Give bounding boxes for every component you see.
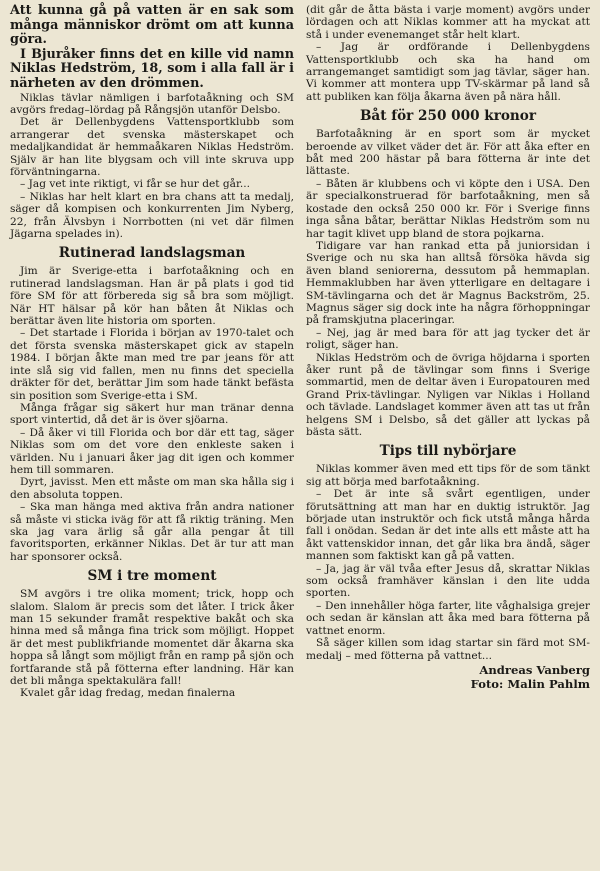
- quote-paragraph: – Jag vet inte riktigt, vi får se hur det går...: [20, 178, 250, 191]
- body-paragraph: Dyrt, javisst. Men ett måste om man ska hålla sig i den absoluta toppen.: [10, 476, 294, 501]
- quote-paragraph: – Jag är ordförande i Dellenbygdens Vattensportklubb och ska ha hand om arrangemanget samtidigt som jag tävlar, säger han. Vi kommer att montera upp TV-skärmar på land så att publiken kan följa åkarna även på nära håll.: [306, 41, 590, 103]
- lead-paragraph: Att kunna gå på vatten är en sak som många människor drömt om att kunna göra.: [10, 3, 294, 48]
- body-paragraph: Det är Dellenbygdens Vattensportklubb som arrangerar det svenska mästerskapet och medaljkandidat är hemmaåkaren Niklas Hedström. Själv är han lite blygsam och vill inte skruva upp förväntningarna.: [10, 116, 294, 178]
- body-paragraph: Barfotaåkning är en sport som är mycket beroende av vilket väder det är. För att åka efter en båt med 200 hästar på bara fötterna är inte det lättaste.: [306, 128, 590, 178]
- byline-photo: Foto: Malin Pahlm: [470, 676, 590, 691]
- column-right: [306, 4, 590, 871]
- body-paragraph: Jim är Sverige-etta i barfotaåkning och en rutinerad landslagsman. Han är på plats i god tid före SM för att förbereda sig så bra som möjligt. När HT hälsar på kör han båten åt Niklas och berättar även lite historia om sporten.: [10, 265, 294, 328]
- quote-paragraph: – Båten är klubbens och vi köpte den i USA. Den är specialkonstruerad för barfotaåkning, men så kostade den också 250 000 kr. För i Sverige finns inga såna båtar, berättar Niklas Hedström som nu har tagit klivet upp bland de stora pojkarna.: [306, 177, 590, 240]
- lead-block: [10, 4, 294, 92]
- section-heading: Rutinerad landslagsman: [58, 245, 246, 262]
- quote-paragraph: – Den innehåller höga farter, lite våghalsiga grejer och sedan är känslan att åka med bara fötterna på vattnet enorm.: [306, 599, 590, 637]
- section-heading: Tips till nybörjare: [379, 443, 517, 460]
- quote-paragraph: – Det är inte så svårt egentligen, under förutsättning att man har en duktig istruktör. Jag började utan instruktör och fick utstå många hårda fall i onödan. Sedan är det inte alls ett måste att ha åkt vattenskidor innan, det går lika bra ändå, säger mannen som faktiskt kan gå på vatten.: [306, 488, 590, 563]
- body-paragraph: (dit går de åtta bästa i varje moment) avgörs under lördagen och att Niklas kommer att ha myckat att stå i under evenemanget står helt klart.: [306, 4, 590, 41]
- column-left: [10, 4, 294, 871]
- body-paragraph: Kvalet går idag fredag, medan finalerna: [20, 687, 236, 700]
- section-heading: SM i tre moment: [87, 568, 217, 585]
- body-paragraph: Många frågar sig säkert hur man tränar denna sport vintertid, då det är is över sjöarna.: [10, 401, 294, 427]
- body-paragraph: SM avgörs i tre olika moment; trick, hopp och slalom. Slalom är precis som det låter. I trick åker man 15 sekunder framåt respektive bakåt och ska hinna med så många fina trick som möjligt. Hoppet är det mest publikfriande momentet där åkarna ska hoppa så långt som möjligt från en ramp på sjön och fortfarande stå på fötterna efter landning. Här kan det bli många spektakulära fall!: [10, 588, 294, 688]
- quote-paragraph: – Ja, jag är väl tvåa efter Jesus då, skrattar Niklas som också framhäver känslan i den lite udda sporten.: [306, 562, 590, 600]
- body-paragraph: Niklas kommer även med ett tips för de som tänkt sig att börja med barfotaåkning.: [306, 463, 590, 488]
- byline: [306, 663, 590, 691]
- body-paragraph: Så säger killen som idag startar sin färd mot SM-medalj – med fötterna på vattnet...: [306, 637, 590, 662]
- lead-paragraph: I Bjuråker finns det en kille vid namn Niklas Hedström, 18, som i alla fall är i närheten av den drömmen.: [10, 46, 294, 91]
- body-paragraph: Niklas Hedström och de övriga höjdarna i sporten åker runt på de tävlingar som finns i Sverige sommartid, men de deltar även i Europatouren med Grand Prix-tävlingar. Nyligen var Niklas i Holland och tävlade. Landslaget kommer även att tas ut från helgens SM i Delsbo, så det gäller att lyckas på bästa sätt.: [306, 351, 590, 438]
- quote-paragraph: – Ska man hänga med aktiva från andra nationer så måste vi sticka iväg för att få riktig träning. Men ska jag vara ärlig så går alla pengar åt till favoritsporten, erkänner Niklas. Det är tur att man har sponsorer också.: [10, 501, 294, 563]
- byline-author: Andreas Vanberg: [479, 662, 590, 677]
- quote-paragraph: – Då åker vi till Florida och bor där ett tag, säger Niklas som om det vore den enkleste saken i världen. Nu i januari åker jag dit igen och kommer hem till sommaren.: [10, 426, 294, 476]
- quote-paragraph: – Det startade i Florida i början av 1970-talet och det första svenska mästerskapet gick av stapeln 1984. I början åkte man med tre par jeans för att inte slå sig vid fallen, men nu finns det speciella dräkter för det, berättar Jim som hade tänkt befästa sin position som Sverige-etta i SM.: [10, 327, 294, 402]
- quote-paragraph: – Niklas har helt klart en bra chans att ta medalj, säger då kompisen och konkurrenten Jim Nyberg, 22, från Älvsbyn i Norrbotten (ni vet där filmen Jägarna spelades in).: [10, 190, 294, 241]
- body-paragraph: Tidigare var han rankad etta på juniorsidan i Sverige och nu ska han alltså försöka hävda sig även bland seniorerna, dessutom på hemmaplan. Hemmaklubben har även ytterligare en deltagare i SM-tävlingarna och det är Magnus Backström, 25. Magnus säger sig dock inte ha några förhoppningar på framskjutna placeringar.: [306, 239, 590, 327]
- body-paragraph: Niklas tävlar nämligen i barfotaåkning och SM avgörs fredag–lördag på Rångsjön utanför Delsbo.: [10, 91, 294, 116]
- section-heading: Båt för 250 000 kronor: [359, 108, 537, 125]
- quote-paragraph: – Nej, jag är med bara för att jag tycker det är roligt, säger han.: [306, 326, 590, 352]
